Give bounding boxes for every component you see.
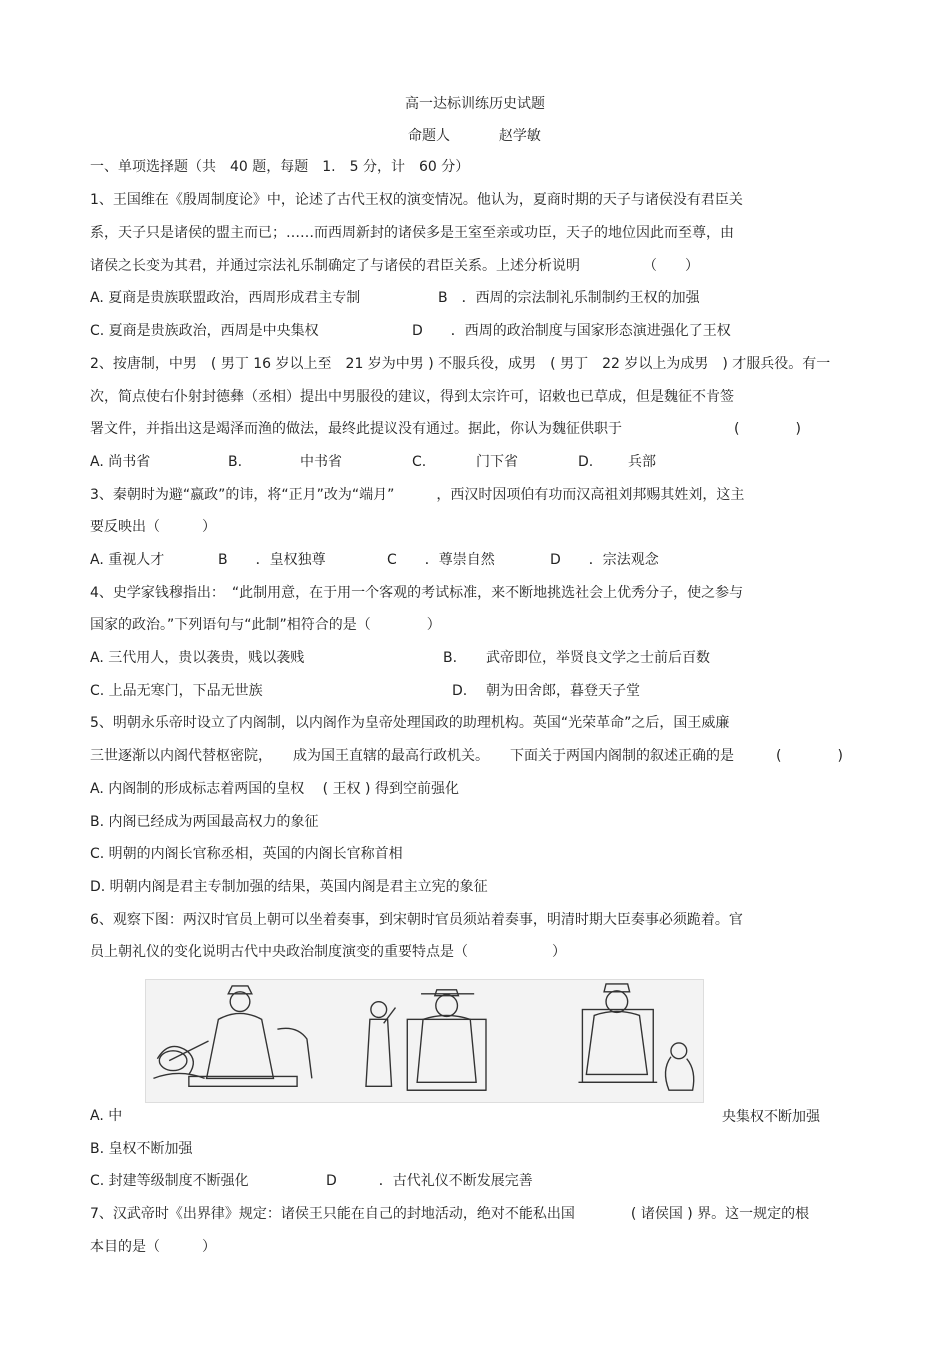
author-line bbox=[408, 125, 541, 145]
q6-option-c: C. 封建等级制度不断强化 bbox=[90, 1173, 249, 1189]
q2-line-2: 次，简点使右仆射封德彝（丞相）提出中男服役的建议，得到太宗许可，诏敕也已草成，但是魏征不肯签 bbox=[90, 389, 734, 405]
q3-option-d: D ．宗法观念 bbox=[550, 552, 659, 568]
q4-option-a: A. 三代用人，贵以袭贵，贱以袭贱 bbox=[90, 650, 305, 666]
q6-option-a-left: A. 中 bbox=[90, 1108, 123, 1124]
q5-line-1: 5、明朝永乐帝时设立了内阁制，以内阁作为皇帝处理国政的助理机构。英国“光荣革命”之后，国王威廉 bbox=[90, 715, 730, 731]
q5-option-d: D. 明朝内阁是君主专制加强的结果，英国内阁是君主立宪的象征 bbox=[90, 879, 488, 895]
song-court-scene bbox=[366, 990, 486, 1090]
q4-option-d-text: 朝为田舍郎，暮登天子堂 bbox=[486, 683, 640, 699]
q1-line-2: 系，天子只是诸侯的盟主而已；……而西周新封的诸侯多是王室至亲或功臣，天子的地位因此而至尊，由 bbox=[90, 225, 734, 241]
court-etiquette-drawing bbox=[146, 980, 703, 1102]
han-court-scene bbox=[153, 986, 311, 1086]
q4-line-2: 国家的政治。”下列语句与“此制”相符合的是（ ） bbox=[90, 617, 441, 633]
q2-option-b: B. bbox=[228, 454, 243, 470]
q6-option-a-right: 央集权不断加强 bbox=[722, 1109, 820, 1125]
court-etiquette-illustration bbox=[145, 979, 704, 1103]
q5-option-c: C. 明朝的内阁长官称丞相，英国的内阁长官称首相 bbox=[90, 846, 403, 862]
q2-option-a: A. 尚书省 bbox=[90, 454, 151, 470]
q2-line-1: 2、按唐制，中男 ( 男丁 16 岁以上至 21 岁为中男 ) 不服兵役，成男 ( 男丁 22 岁以上为成男 ) 才服兵役。有一 bbox=[90, 356, 831, 372]
q4-option-b-text: 武帝即位，举贤良文学之士前后百数 bbox=[486, 650, 710, 666]
q4-option-b: B. bbox=[443, 650, 458, 666]
q3-option-c: C ．尊崇自然 bbox=[387, 552, 495, 568]
q2-option-c-text: 门下省 bbox=[476, 454, 518, 470]
q2-option-c: C. bbox=[412, 454, 427, 470]
q1-option-c: C. 夏商是贵族政治，西周是中央集权 bbox=[90, 323, 319, 339]
q6-option-d: D ．古代礼仪不断发展完善 bbox=[326, 1173, 533, 1189]
q1-option-a: A. 夏商是贵族联盟政治，西周形成君主专制 bbox=[90, 290, 361, 306]
q3-option-b: B ．皇权独尊 bbox=[218, 552, 326, 568]
q1-option-b: B ．西周的宗法制礼乐制制约王权的加强 bbox=[438, 290, 700, 306]
ming-qing-court-scene bbox=[578, 984, 693, 1090]
q2-option-b-text: 中书省 bbox=[300, 454, 342, 470]
q4-option-c: C. 上品无寒门，下品无世族 bbox=[90, 683, 263, 699]
q2-line-3: 署文件，并指出这是竭泽而渔的做法，最终此提议没有通过。据此，你认为魏征供职于 ( ) bbox=[90, 421, 801, 437]
q2-option-d: D. bbox=[578, 454, 594, 470]
q5-option-a: A. 内阁制的形成标志着两国的皇权 ( 王权 ) 得到空前强化 bbox=[90, 781, 459, 797]
q1-line-3: 诸侯之长变为其君，并通过宗法礼乐制确定了与诸侯的君臣关系。上述分析说明 （ ） bbox=[90, 258, 699, 274]
q2-option-d-text: 兵部 bbox=[628, 454, 656, 470]
q7-line-1: 7、汉武帝时《出界律》规定：诸侯王只能在自己的封地活动，绝对不能私出国 ( 诸侯国 ) 界。这一规定的根 bbox=[90, 1206, 810, 1222]
page-title: 高一达标训练历史试题 bbox=[405, 96, 545, 112]
q6-option-b: B. 皇权不断加强 bbox=[90, 1141, 193, 1157]
author-name: 赵学敏 bbox=[498, 128, 541, 144]
q1-option-d: D ．西周的政治制度与国家形态演进强化了王权 bbox=[412, 323, 731, 339]
q1-line-1: 1、王国维在《殷周制度论》中，论述了古代王权的演变情况。他认为，夏商时期的天子与诸侯没有君臣关 bbox=[90, 192, 743, 208]
q4-option-d: D. bbox=[452, 683, 468, 699]
q5-option-b: B. 内阁已经成为两国最高权力的象征 bbox=[90, 814, 319, 830]
q3-line-2: 要反映出（ ） bbox=[90, 519, 216, 535]
q3-line-1: 3、秦朝时为避“嬴政”的讳，将“正月”改为“端月” ，西汉时因项伯有功而汉高祖刘邦赐其姓刘，这主 bbox=[90, 487, 745, 503]
q4-line-1: 4、史学家钱穆指出： “此制用意，在于用一个客观的考试标准，来不断地挑选社会上优秀分子，使之参与 bbox=[90, 585, 744, 601]
author-label: 命题人 bbox=[408, 128, 450, 144]
section-heading: 一、单项选择题（共 40 题，每题 1. 5 分，计 60 分） bbox=[90, 159, 470, 175]
q5-line-2: 三世逐渐以内阁代替枢密院， 成为国王直辖的最高行政机关。 下面关于两国内阁制的叙述正确的是 ( ) bbox=[90, 748, 843, 764]
q6-line-2: 员上朝礼仪的变化说明古代中央政治制度演变的重要特点是（ ） bbox=[90, 944, 566, 960]
q3-option-a: A. 重视人才 bbox=[90, 552, 165, 568]
q6-line-1: 6、观察下图：两汉时官员上朝可以坐着奏事，到宋朝时官员须站着奏事，明清时期大臣奏事必须跪着。官 bbox=[90, 912, 743, 928]
q7-line-2: 本目的是（ ） bbox=[90, 1239, 216, 1255]
